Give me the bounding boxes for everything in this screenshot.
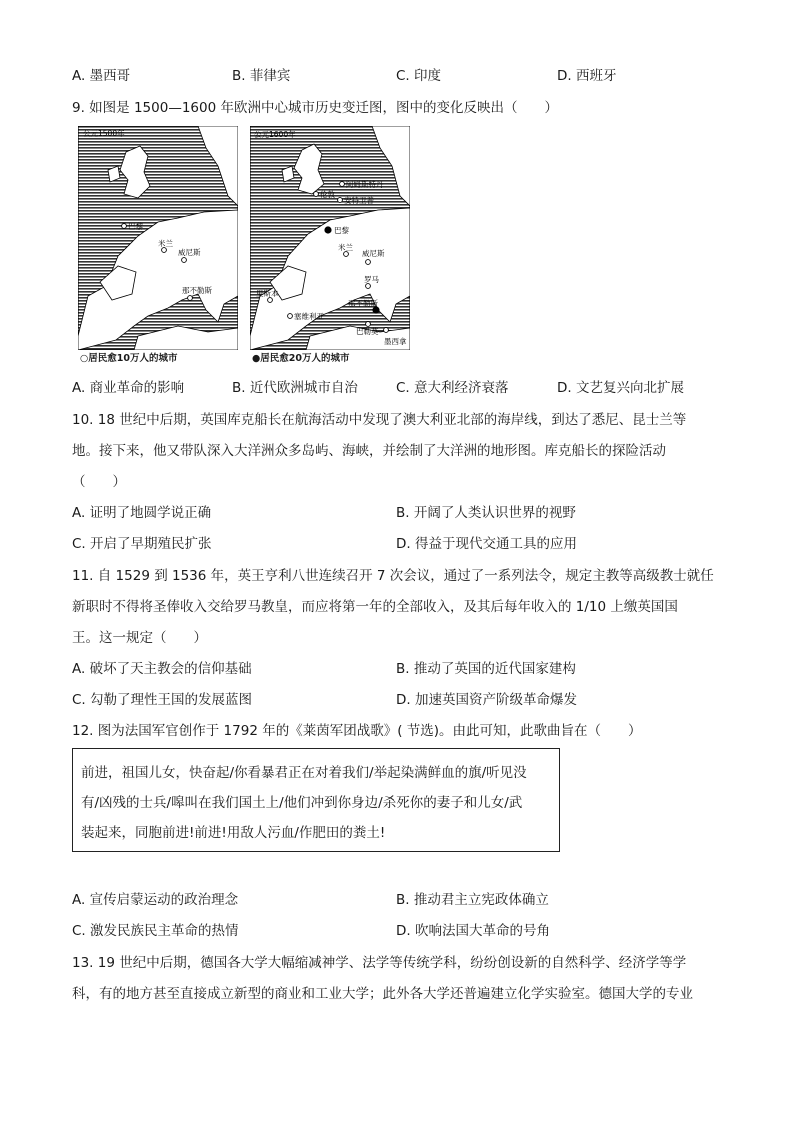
map1-year: 公元1500年 — [83, 129, 125, 138]
q11-option-c: C. 勾勒了理性王国的发展蓝图 — [72, 692, 253, 708]
map2-city-amsterdam: 阿姆斯特丹 — [346, 180, 384, 189]
q10-option-b: B. 开阔了人类认识世界的视野 — [396, 505, 576, 521]
map1-city-venice: 威尼斯 — [178, 248, 201, 257]
map2-city-naples: 那不勒斯 — [348, 299, 378, 308]
map2-year: 公元1600年 — [254, 130, 296, 139]
map2-legend: ●居民愈20万人的城市 — [252, 353, 350, 364]
q12-option-c: C. 激发民族民主革命的热情 — [72, 923, 239, 939]
q10-stem-line-2: 地。接下来，他又带队深入大洋洲众多岛屿、海峡，并绘制了大洋洲的地形图。库克船长的探险活动 — [72, 443, 666, 459]
q11-option-b: B. 推动了英国的近代国家建构 — [396, 661, 576, 677]
q8-option-a: A. 墨西哥 — [72, 68, 131, 84]
map2-city-milan: 米兰 — [338, 243, 353, 252]
q9-option-d: D. 文艺复兴向北扩展 — [557, 380, 684, 396]
map2-city-paris: 巴黎 — [334, 226, 349, 235]
q10-option-d: D. 得益于现代交通工具的应用 — [396, 536, 577, 552]
song-line-2: 有/凶残的士兵/嗥叫在我们国土上/他们冲到你身边/杀死你的妻子和儿女/武 — [81, 795, 523, 811]
map1-city-milan: 米兰 — [158, 239, 173, 248]
map2-city-rome: 罗马 — [364, 275, 379, 284]
q12-option-a: A. 宣传启蒙运动的政治理念 — [72, 892, 239, 908]
map2-city-london: 伦敦 — [320, 190, 335, 199]
map2-city-antwerp: 安特卫普 — [344, 196, 374, 205]
q10-option-c: C. 开启了早期殖民扩张 — [72, 536, 212, 552]
q13-stem-line-1: 13. 19 世纪中后期，德国各大学大幅缩减神学、法学等传统学科，纷纷创设新的自然科学、经济学等学 — [72, 955, 687, 971]
map1-legend: ○居民愈10万人的城市 — [80, 353, 178, 364]
map2-city-lisbon: 里斯本 — [256, 289, 279, 298]
q11-stem-line-1: 11. 自 1529 到 1536 年，英王亨利八世连续召开 7 次会议，通过了一系列法令，规定主教等高级教士就任 — [72, 568, 714, 584]
song-line-3: 装起来，同胞前进!前进!用敌人污血/作肥田的粪土! — [81, 825, 386, 841]
map2-city-seville: 塞维利亚 — [294, 312, 324, 321]
q10-stem-line-3: （ ） — [72, 474, 126, 490]
map2-city-palermo: 巴勒莫 — [356, 327, 379, 336]
q13-stem-line-2: 科，有的地方甚至直接成立新型的商业和工业大学；此外各大学还普遍建立化学实验室。德国大学的专业 — [72, 986, 693, 1002]
q8-option-c: C. 印度 — [396, 68, 442, 84]
q10-stem-line-1: 10. 18 世纪中后期，英国库克船长在航海活动中发现了澳大利亚北部的海岸线，到达了悉尼、昆士兰等 — [72, 412, 687, 428]
song-line-1: 前进，祖国儿女，快奋起/你看暴君正在对着我们/举起染满鲜血的旗/听见没 — [81, 765, 527, 781]
q9-option-b: B. 近代欧洲城市自治 — [232, 380, 358, 396]
q9-option-c: C. 意大利经济衰落 — [396, 380, 509, 396]
song-excerpt-box — [72, 748, 560, 852]
q12-option-b: B. 推动君主立宪政体确立 — [396, 892, 549, 908]
map1-city-naples: 那不勒斯 — [182, 286, 212, 295]
q9-option-a: A. 商业革命的影响 — [72, 380, 185, 396]
q8-option-b: B. 菲律宾 — [232, 68, 291, 84]
q11-option-d: D. 加速英国资产阶级革命爆发 — [396, 692, 577, 708]
q10-option-a: A. 证明了地圆学说正确 — [72, 505, 212, 521]
map-1600 — [250, 126, 410, 350]
map1-city-paris: 巴黎 — [128, 222, 143, 231]
map-1500 — [78, 126, 238, 350]
map2-city-venice: 威尼斯 — [362, 249, 385, 258]
q11-stem-line-3: 王。这一规定（ ） — [72, 630, 207, 646]
q11-stem-line-2: 新职时不得将圣俸收入交给罗马教皇，而应将第一年的全部收入，及其后每年收入的 1/10 上缴英国国 — [72, 599, 678, 615]
map2-city-messina: 墨西拿 — [384, 337, 407, 346]
q8-option-d: D. 西班牙 — [557, 68, 617, 84]
q9-stem: 9. 如图是 1500—1600 年欧洲中心城市历史变迁图，图中的变化反映出（ ） — [72, 100, 558, 116]
q12-stem: 12. 图为法国军官创作于 1792 年的《莱茵军团战歌》( 节选)。由此可知，此歌曲旨在（ ） — [72, 723, 642, 739]
q12-option-d: D. 吹响法国大革命的号角 — [396, 923, 550, 939]
q11-option-a: A. 破坏了天主教会的信仰基础 — [72, 661, 252, 677]
